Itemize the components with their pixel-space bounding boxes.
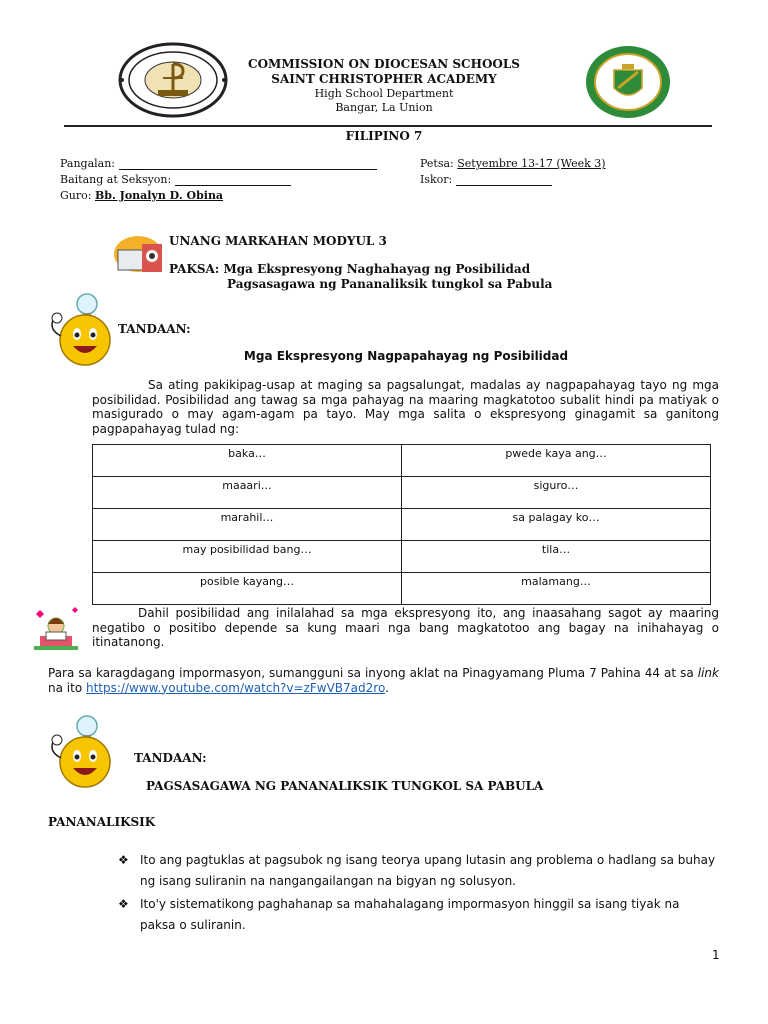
reference-text-2: na ito (48, 680, 86, 695)
section1-reference (48, 666, 719, 695)
table-cell: posible kayang… (93, 573, 402, 605)
teacher-label: Guro: (60, 189, 92, 202)
subject-title: FILIPINO 7 (345, 129, 423, 143)
topic-label: PAKSA: (169, 262, 220, 276)
reference-link-word: link (697, 666, 719, 680)
tandaan-label-1: TANDAAN: (118, 322, 191, 336)
bullet-text-2: Ito'y sistematikong paghahanap sa mahahalagang impormasyon hinggil sa isang tiyak na paksa o suliranin. (140, 897, 680, 932)
page-number: 1 (712, 948, 720, 962)
table-cell: pwede kaya ang… (402, 445, 711, 477)
date-value: Setyembre 13-17 (Week 3) (457, 157, 606, 170)
bullet-item-1 (118, 850, 718, 892)
diamond-bullet-icon: ❖ (118, 853, 129, 867)
header-department: High School Department (314, 87, 454, 100)
section2-heading: PAGSASAGAWA NG PANANALIKSIK TUNGKOL SA PABULA (146, 779, 544, 793)
teacher-name: Bb. Jonalyn D. Obina (94, 189, 224, 202)
topic-1: Mga Ekspresyong Naghahayag ng Posibilidad (223, 262, 531, 276)
table-cell: tila… (402, 541, 711, 573)
table-row (93, 477, 711, 509)
name-blank[interactable] (119, 158, 377, 170)
tandaan-label-2: TANDAAN: (134, 751, 207, 765)
smiley-lightbulb-icon-2 (45, 712, 117, 790)
date-label: Petsa: (420, 157, 454, 170)
module-book-icon (112, 234, 168, 278)
table-cell: sa palagay ko… (402, 509, 711, 541)
table-cell: may posibilidad bang… (93, 541, 402, 573)
topic-line-1 (169, 262, 530, 276)
bullet-text-1: Ito ang pagtuklas at pagsubok ng isang teorya upang lutasin ang problema o hadlang sa buhay ng isang suliranin na nangangailangan na bigyan ng solusyon. (140, 853, 716, 888)
grade-section-blank[interactable] (175, 174, 291, 186)
section2-subheading: PANANALIKSIK (48, 815, 156, 829)
section1-heading: Mga Ekspresyong Nagpapahayag ng Posibilidad (243, 349, 569, 363)
table-row (93, 445, 711, 477)
name-label: Pangalan: (60, 157, 116, 170)
score-blank[interactable] (456, 174, 552, 186)
bullet-item-2 (118, 894, 718, 936)
grade-section-label: Baitang at Seksyon: (60, 173, 172, 186)
section1-paragraph-2: Dahil posibilidad ang inilalahad sa mga ekspresyong ito, ang inaasahang sagot ay maaring negatibo o positibo depende sa kung maari nga bang magkatotoo ang bagay na inihahayag o itinatanong. (92, 606, 719, 649)
table-cell: malamang… (402, 573, 711, 605)
header-divider (64, 125, 712, 127)
grade-section-field (60, 173, 291, 186)
module-title: UNANG MARKAHAN MODYUL 3 (169, 234, 387, 248)
date-field (420, 157, 606, 170)
table-row (93, 573, 711, 605)
table-row (93, 509, 711, 541)
header-school-name: SAINT CHRISTOPHER ACADEMY (271, 72, 497, 86)
header-diocesan: COMMISSION ON DIOCESAN SCHOOLS (248, 57, 520, 71)
score-label: Iskor: (420, 173, 453, 186)
score-field (420, 173, 552, 186)
diamond-bullet-icon: ❖ (118, 897, 129, 911)
section1-paragraph: Sa ating pakikipag-usap at maging sa pagsalungat, madalas ay nagpapahayag tayo ng mga posibilidad. Posibilidad ang tawag sa mga pahayag na maaring magkatotoo subalit hindi pa matiyak o masigurado o may agam-agam pa tayo. May mga salita o ekspresyong ginagamit sa ganitong pagpapahayag tulad ng: (92, 378, 719, 436)
table-cell: baka… (93, 445, 402, 477)
expressions-table (92, 444, 711, 605)
youtube-link[interactable]: https://www.youtube.com/watch?v=zFwVB7ad2ro (85, 680, 386, 695)
table-cell: marahil… (93, 509, 402, 541)
header-location: Bangar, La Union (335, 101, 433, 114)
name-field (60, 157, 377, 170)
table-cell: maaari… (93, 477, 402, 509)
table-cell: siguro… (402, 477, 711, 509)
table-row (93, 541, 711, 573)
teacher-field (60, 189, 223, 202)
reference-period: . (385, 680, 389, 695)
reference-text: Para sa karagdagang impormasyon, sumangguni sa inyong aklat na Pinagyamang Pluma 7 Pahina 44 at sa (48, 666, 698, 680)
topic-line-2: Pagsasagawa ng Pananaliksik tungkol sa Pabula (227, 277, 553, 291)
reading-student-icon (28, 604, 84, 654)
